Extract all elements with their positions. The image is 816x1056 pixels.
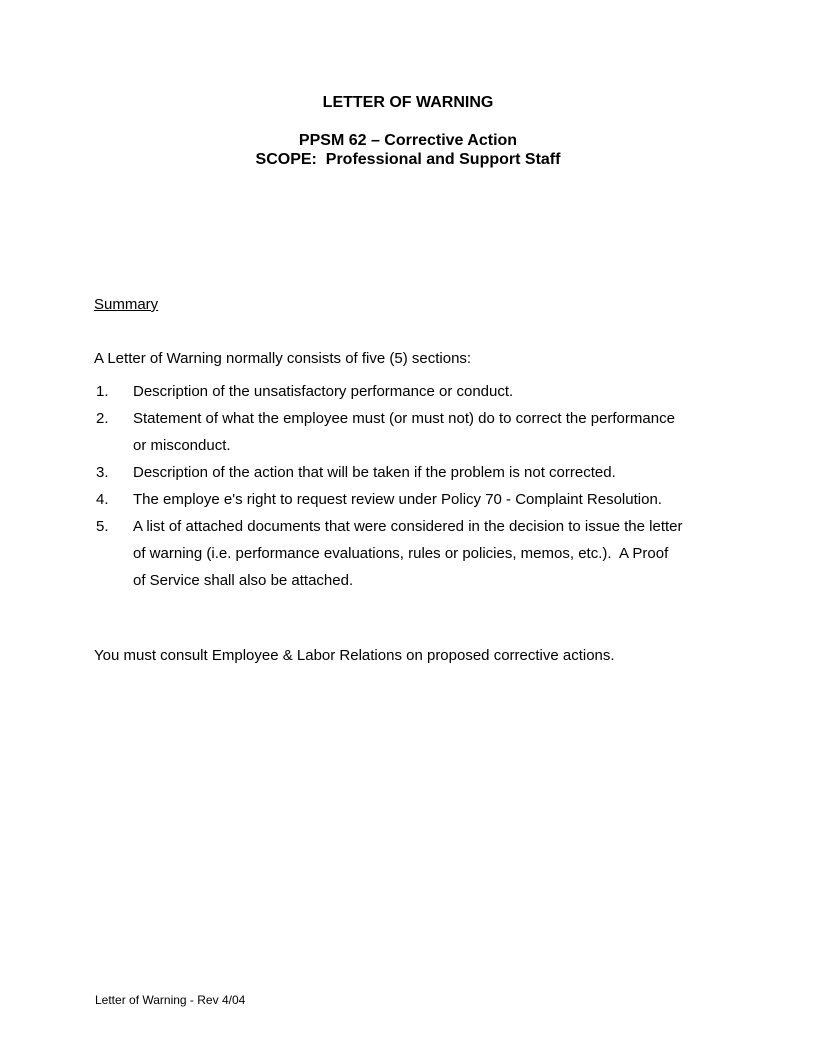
list-item-number: 4. <box>96 491 109 508</box>
list-item-number: 1. <box>96 383 109 400</box>
document-subtitle <box>0 131 816 169</box>
list-item-5 <box>96 513 736 594</box>
subtitle-line-policy: PPSM 62 – Corrective Action <box>298 132 518 149</box>
footer-revision-note: Letter of Warning - Rev 4/04 <box>95 993 246 1007</box>
list-item-line: of warning (i.e. performance evaluations, rules or policies, memos, etc.). A Proof <box>133 545 669 562</box>
subtitle-line-scope: SCOPE: Professional and Support Staff <box>255 151 561 168</box>
list-item-text <box>133 378 736 405</box>
list-item-number: 2. <box>96 410 109 427</box>
list-item-text <box>133 459 736 486</box>
intro-paragraph: A Letter of Warning normally consists of five (5) sections: <box>94 350 472 367</box>
list-item-number: 3. <box>96 464 109 481</box>
summary-heading: Summary <box>94 296 159 313</box>
list-item-line: Description of the unsatisfactory performance or conduct. <box>133 383 514 400</box>
list-item-text <box>133 405 736 459</box>
list-item-text <box>133 513 736 594</box>
list-item-1 <box>96 378 736 405</box>
list-item-line: or misconduct. <box>133 437 231 454</box>
list-item-line: Statement of what the employee must (or must not) do to correct the performance <box>133 410 675 427</box>
list-item-line: Description of the action that will be taken if the problem is not corrected. <box>133 464 616 481</box>
list-item-2 <box>96 405 736 459</box>
list-item-line: A list of attached documents that were considered in the decision to issue the letter <box>133 518 683 535</box>
list-item-3 <box>96 459 736 486</box>
list-item-number: 5. <box>96 518 109 535</box>
list-item-4 <box>96 486 736 513</box>
list-item-line: The employe e's right to request review under Policy 70 - Complaint Resolution. <box>133 491 662 508</box>
sections-numbered-list <box>96 378 736 594</box>
list-item-text <box>133 486 736 513</box>
closing-note: You must consult Employee & Labor Relations on proposed corrective actions. <box>94 647 615 664</box>
list-item-line: of Service shall also be attached. <box>133 572 354 589</box>
document-title: LETTER OF WARNING <box>322 94 494 111</box>
